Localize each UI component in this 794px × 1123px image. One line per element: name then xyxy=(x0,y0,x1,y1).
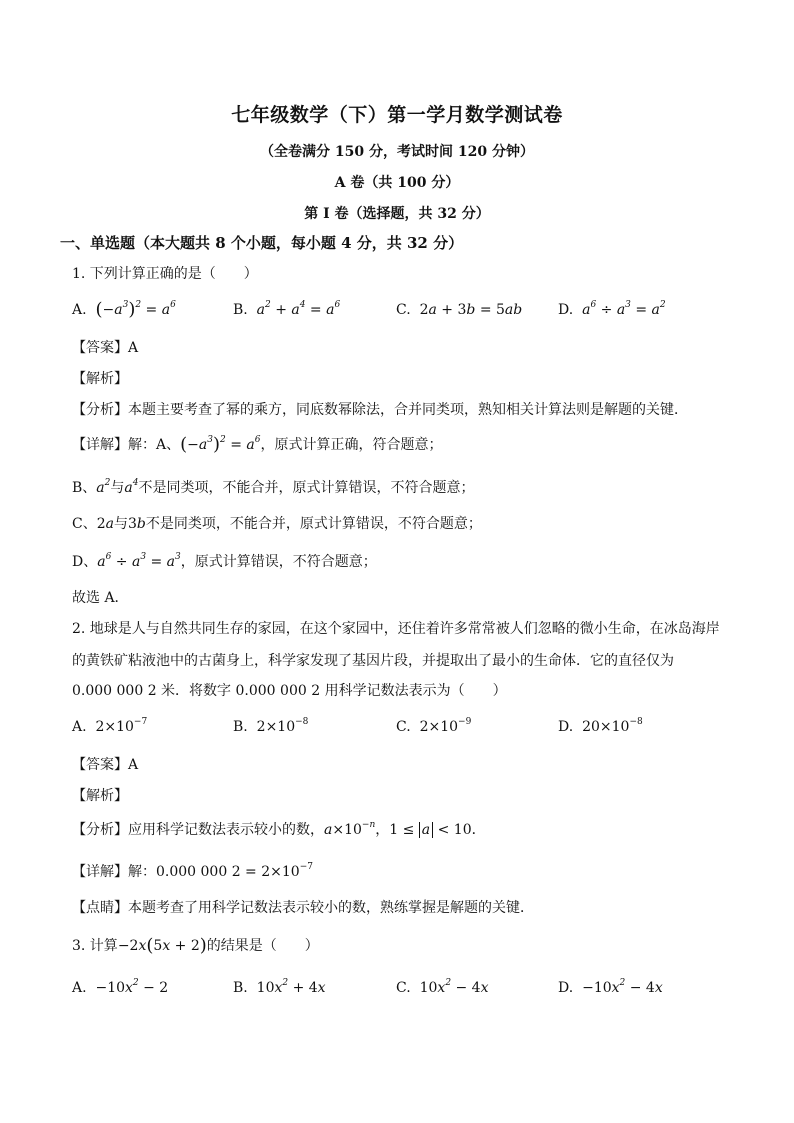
q1-option-b-formula: $a^2 + a^4 = a^6$ xyxy=(256,300,341,318)
q3-stem-formula: −2x(5x + 2) xyxy=(117,935,207,956)
section-a-heading: A 卷（共 100 分） xyxy=(334,175,460,191)
page-title: 七年级数学（下）第一学月数学测试卷 xyxy=(231,104,563,126)
q1-stem: 1. 下列计算正确的是（ ） xyxy=(72,266,258,282)
q1-option-a-formula: $(-a^3)^2 = a^6$ xyxy=(95,299,176,320)
q1-detail-c: C、2a与3b不是同类项，不能合并，原式计算错误，不符合题意； xyxy=(72,516,482,532)
q3-option-a: A. $-10x^2 - 2$ xyxy=(72,978,169,996)
q1-option-d: D. $a^6 \div a^3 = a^2$ xyxy=(558,300,666,318)
score-info: （全卷满分 150 分，考试时间 120 分钟） xyxy=(260,144,534,160)
q2-option-a: A. $2\times 10^{-7}$ xyxy=(72,717,148,735)
q2-stem-line-1: 2. 地球是人与自然共同生存的家园，在这个家园中，还住着许多常常被人们忽略的微小生命，在冰岛海岸 xyxy=(72,621,720,637)
q1-analysis-label: 【解析】 xyxy=(72,371,128,387)
q1-option-d-formula: $a^6 \div a^3 = a^2$ xyxy=(582,300,666,318)
q2-option-c: C. $2\times 10^{-9}$ xyxy=(396,717,472,735)
q2-detail: 【详解】解：0.000 000 $2 = 2\times 10^{-7}$ xyxy=(72,862,313,880)
q2-fenxi: 【分析】应用科学记数法表示较小的数，$a\times 10^{-n}$，1 ≤ a < 10． xyxy=(72,820,486,838)
q1-option-c: C. 2a + 3b = 5ab xyxy=(396,302,523,318)
q1-detail-b: B、$a^2$与$a^4$不是同类项，不能合并，原式计算错误，不符合题意； xyxy=(72,478,475,496)
q1-fenxi: 【分析】本题主要考查了幂的乘方，同底数幂除法，合并同类项，熟知相关计算法则是解题的关键． xyxy=(72,402,688,418)
q2-option-d: D. $20\times 10^{-8}$ xyxy=(558,717,643,735)
q3-option-c: C. $10x^2 - 4x$ xyxy=(396,978,489,996)
q2-stem-line-3: 0.000 000 2 米．将数字 0.000 000 2 用科学记数法表示为（ ） xyxy=(72,683,507,699)
q1-detail-formula: $(-a^3)^2 = a^6$ xyxy=(180,434,261,455)
part-one-heading: 第 I 卷（选择题，共 32 分） xyxy=(304,206,490,222)
q1-option-a: A. $(-a^3)^2 = a^6$ xyxy=(72,299,176,320)
q3-option-b: B. $10x^2 + 4x$ xyxy=(233,978,326,996)
q2-option-b: B. $2\times 10^{-8}$ xyxy=(233,717,309,735)
q3-option-d: D. $-10x^2 - 4x$ xyxy=(558,978,663,996)
q2-answer: 【答案】A xyxy=(72,757,139,773)
q1-detail: 【详解】解：A、$(-a^3)^2 = a^6$，原式计算正确，符合题意； xyxy=(72,434,443,455)
q1-answer: 【答案】A xyxy=(72,340,139,356)
q1-option-c-formula: 2a + 3b = 5ab xyxy=(419,302,523,318)
q3-stem: 3. 计算−2x(5x + 2)的结果是（ ） xyxy=(72,935,319,956)
q1-option-b: B. $a^2 + a^4 = a^6$ xyxy=(233,300,341,318)
q2-dianjing: 【点睛】本题考查了用科学记数法表示较小的数，熟练掌握是解题的关键． xyxy=(72,900,534,916)
q2-analysis-label: 【解析】 xyxy=(72,788,128,804)
q2-stem-line-2: 的黄铁矿粘液池中的古菌身上，科学家发现了基因片段，并提取出了最小的生命体．它的直径仅为 xyxy=(72,653,674,669)
section-heading: 一、单选题（本大题共 8 个小题，每小题 4 分，共 32 分） xyxy=(60,234,464,252)
q1-detail-d: D、$a^6 \div a^3 = a^3$，原式计算错误，不符合题意； xyxy=(72,552,377,570)
q1-conclusion: 故选 A． xyxy=(72,590,129,606)
